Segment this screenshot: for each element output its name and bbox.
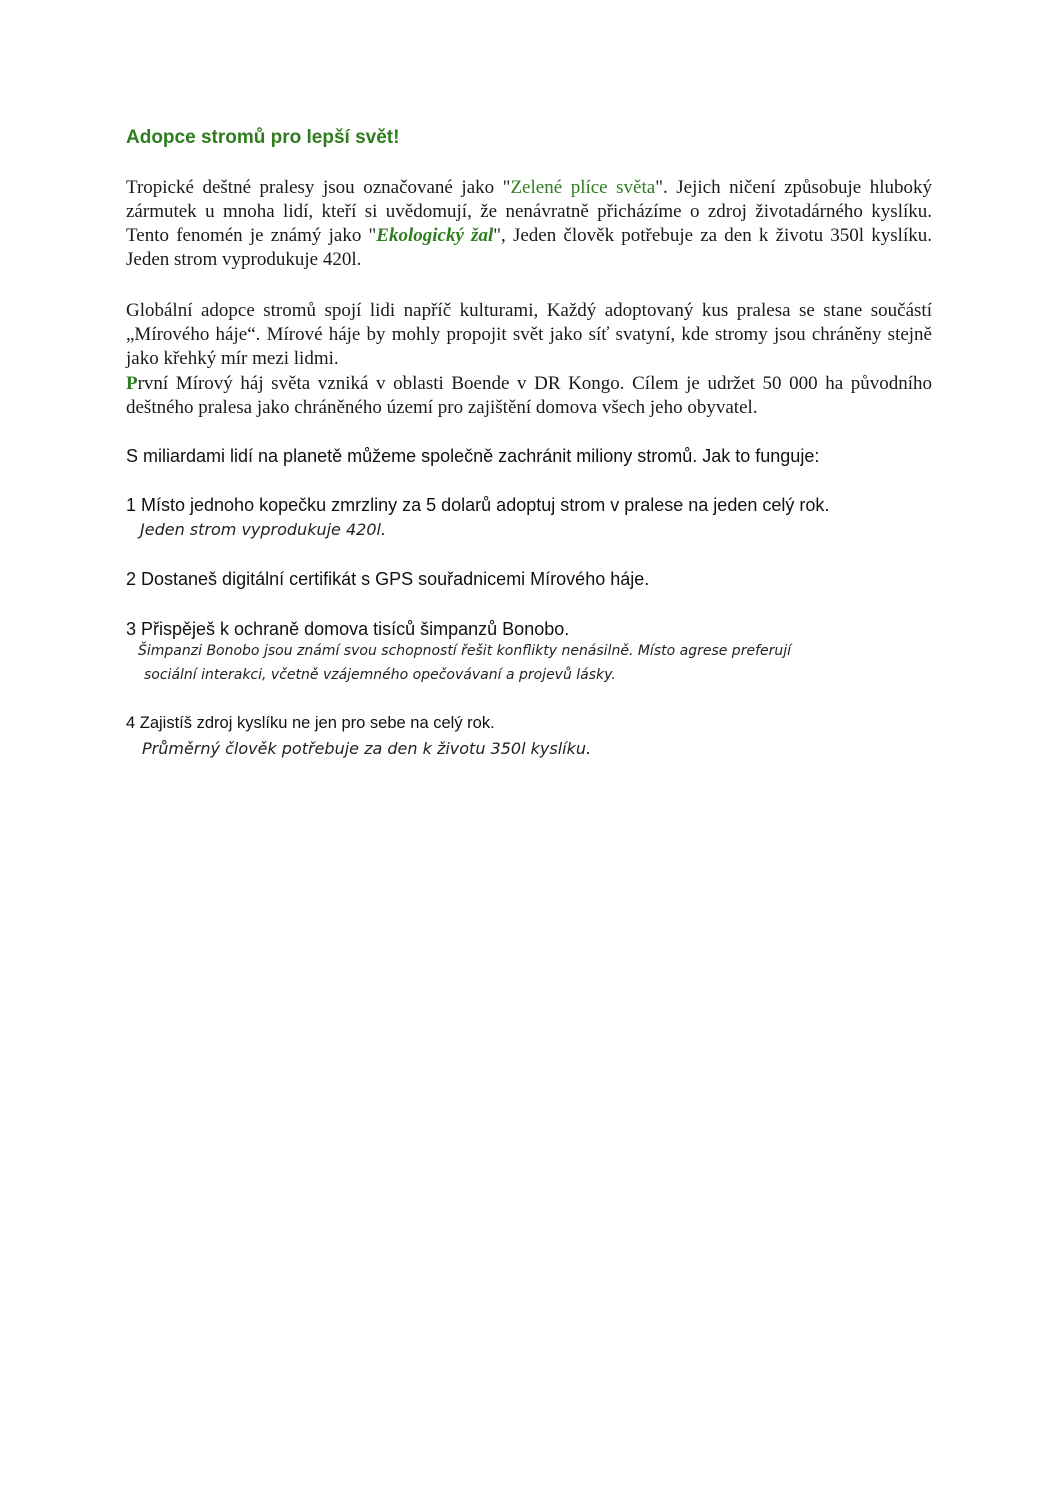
intro-text-a: Tropické deštné pralesy jsou označované jako " — [126, 177, 511, 198]
green-lungs-phrase: Zelené plíce světa — [510, 177, 656, 198]
step-1: 1 Místo jednoho kopečku zmrzliny za 5 dolarů adoptuj strom v pralese na jeden celý rok. — [126, 495, 830, 515]
ecological-grief-term: Ekologický žal — [376, 225, 494, 246]
intro-paragraph-1 — [126, 176, 932, 272]
intro-text-b: ". Jejich ničení způsobuje hluboký zármutek u mnoha lidí, kteří si uvědomují, že nenávratně přicházíme o zdroj životadárného kyslíku. Tento fenomén je známý jako " — [126, 177, 932, 246]
step-3: 3 Přispěješ k ochraně domova tisíců šimpanzů Bonobo. — [126, 619, 570, 639]
intro-paragraph-3 — [126, 372, 932, 420]
drop-initial: P — [126, 373, 138, 394]
intro-paragraph-3-text: rvní Mírový háj světa vzniká v oblasti Boende v DR Kongo. Cílem je udržet 50 000 ha původního deštného pralesa jako chráněného území pro zajištění domova všech jeho obyvatel. — [126, 373, 932, 418]
intro-text-c: ", Jeden člověk potřebuje za den k životu 350l kyslíku. Jeden strom vyprodukuje 420l. — [126, 225, 932, 270]
how-it-works-heading: S miliardami lidí na planetě můžeme společně zachránit miliony stromů. Jak to funguje: — [126, 446, 820, 466]
page-title: Adopce stromů pro lepší svět! — [126, 127, 400, 148]
step-3-note-line-2: sociální interakci, včetně vzájemného opečovávaní a projevů lásky. — [144, 667, 616, 683]
step-3-note-line-1: Šimpanzi Bonobo jsou známí svou schopností řešit konflikty nenásilně. Místo agrese preferují — [138, 643, 792, 659]
step-4-note: Průměrný člověk potřebuje za den k životu 350l kyslíku. — [142, 739, 592, 758]
step-2: 2 Dostaneš digitální certifikát s GPS souřadnicemi Mírového háje. — [126, 569, 650, 589]
intro-paragraph-2: Globální adopce stromů spojí lidi napříč kulturami, Každý adoptovaný kus pralesa se stane součástí „Mírového háje“. Mírové háje by mohly propojit svět jako síť svatyní, kde stromy jsou chráněny stejně jako křehký mír mezi lidmi. — [126, 300, 932, 369]
step-4: 4 Zajistíš zdroj kyslíku ne jen pro sebe na celý rok. — [126, 714, 495, 732]
step-1-note: Jeden strom vyprodukuje 420l. — [140, 520, 387, 539]
